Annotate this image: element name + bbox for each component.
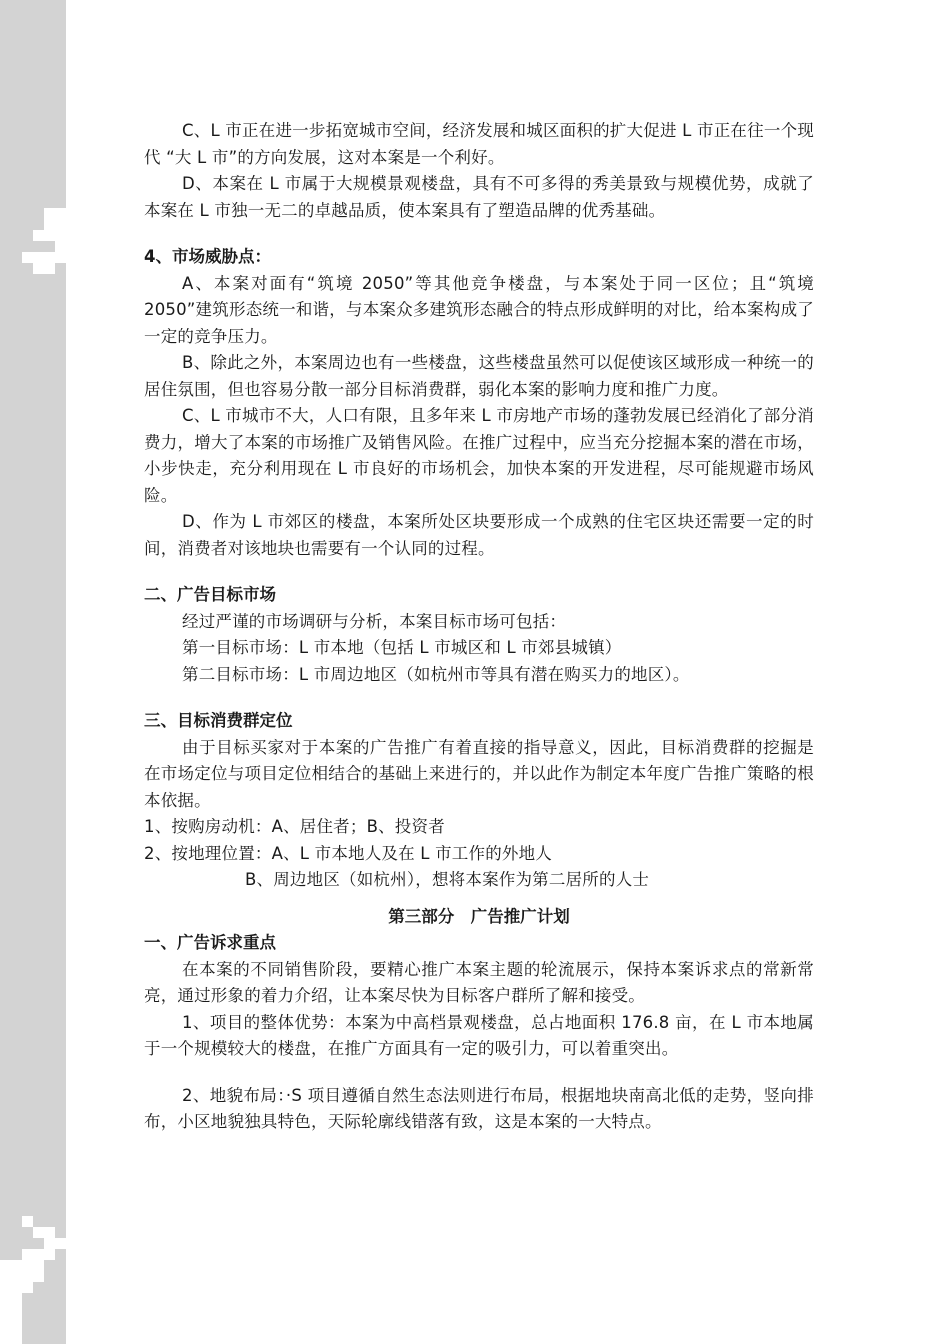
paragraph-threat-d: D、作为 L 市郊区的楼盘，本案所处区块要形成一个成熟的住宅区块还需要一定的时间，消费者对该地块也需要有一个认同的过程。 xyxy=(144,512,814,558)
consumer-item-location: 2、按地理位置：A、L 市本地人及在 L 市工作的外地人 xyxy=(144,843,553,863)
spacer xyxy=(144,1063,814,1083)
paragraph-point-1: 1、项目的整体优势：本案为中高档景观楼盘，总占地面积 176.8 亩，在 L 市本地属于一个规模较大的楼盘，在推广方面具有一定的吸引力，可以着重突出。 xyxy=(144,1012,814,1058)
pixel-notch xyxy=(22,1216,33,1227)
heading-market-threats: 4、市场威胁点： xyxy=(144,247,271,266)
paragraph-point-2: 2、地貌布局：·S 项目遵循自然生态法则进行布局，根据地块南高北低的走势，竖向排布，小区地貌独具特色，天际轮廓线错落有致，这是本案的一大特点。 xyxy=(144,1085,814,1131)
spacer xyxy=(144,894,814,904)
pixel-notch xyxy=(0,1260,44,1282)
heading-target-market: 二、广告目标市场 xyxy=(144,585,276,604)
pixel-notch xyxy=(22,1249,55,1260)
paragraph-threat-a: A、本案对面有“筑境 2050”等其他竞争楼盘，与本案处于同一区位；且“筑境 2050”建筑形态统一和谐，与本案众多建筑形态融合的特点形成鲜明的对比，给本案构成了一定的竞争压力。 xyxy=(144,273,814,346)
heading-ad-appeal: 一、广告诉求重点 xyxy=(144,933,276,952)
pixel-notch xyxy=(44,208,66,230)
spacer xyxy=(144,224,814,244)
paragraph-advantage-d: D、本案在 L 市属于大规模景观楼盘，具有不可多得的秀美景致与规模优势，成就了本案在 L 市独一无二的卓越品质，使本案具有了塑造品牌的优秀基础。 xyxy=(144,174,814,220)
consumer-item-location-b: B、周边地区（如杭州），想将本案作为第二居所的人士 xyxy=(245,870,650,889)
paragraph-threat-c: C、L 市城市不大，人口有限，且多年来 L 市房地产市场的蓬勃发展已经消化了部分消费力，增大了本案的市场推广及销售风险。在推广过程中，应当充分挖掘本案的潜在市场，小步快走，充分利用现在 L 市良好的市场机会，加快本案的开发进程，尽可能规避市场风险。 xyxy=(144,406,814,505)
paragraph-consumer: 由于目标买家对于本案的广告推广有着直接的指导意义，因此，目标消费群的挖掘是在市场定位与项目定位相结合的基础上来进行的，并以此作为制定本年度广告推广策略的根本依据。 xyxy=(144,737,814,810)
spacer xyxy=(144,688,814,708)
consumer-item-motive: 1、按购房动机：A、居住者；B、投资者 xyxy=(144,817,445,836)
target-market-second: 第二目标市场：L 市周边地区（如杭州市等具有潜在购买力的地区）。 xyxy=(182,664,690,684)
pixel-notch xyxy=(22,252,66,263)
pixel-notch xyxy=(0,1293,22,1344)
pixel-notch xyxy=(33,263,55,274)
pixel-notch xyxy=(55,241,66,252)
target-market-first: 第一目标市场：L 市本地（包括 L 市城区和 L 市郊县城镇） xyxy=(182,638,622,657)
spacer xyxy=(144,562,814,582)
target-market-intro: 经过严谨的市场调研与分析，本案目标市场可包括： xyxy=(182,611,567,631)
pixel-notch xyxy=(44,1238,66,1249)
decorative-side-strip xyxy=(0,0,66,1344)
document-body xyxy=(144,118,814,1136)
paragraph-threat-b: B、除此之外，本案周边也有一些楼盘，这些楼盘虽然可以促使该区域形成一种统一的居住氛围，但也容易分散一部分目标消费群，弱化本案的影响力度和推广力度。 xyxy=(144,353,814,399)
pixel-notch xyxy=(33,230,66,241)
heading-consumer-positioning: 三、目标消费群定位 xyxy=(144,711,293,730)
pixel-notch xyxy=(0,1282,33,1293)
part-title: 第三部分 广告推广计划 xyxy=(388,906,570,926)
pixel-notch xyxy=(33,1227,55,1238)
paragraph-advantage-c: C、L 市正在进一步拓宽城市空间，经济发展和城区面积的扩大促进 L 市正在往一个现代 “大 L 市”的方向发展，这对本案是一个利好。 xyxy=(144,121,814,167)
paragraph-ad-appeal: 在本案的不同销售阶段，要精心推广本案主题的轮流展示，保持本案诉求点的常新常亮，通过形象的着力介绍，让本案尽快为目标客户群所了解和接受。 xyxy=(144,959,814,1005)
